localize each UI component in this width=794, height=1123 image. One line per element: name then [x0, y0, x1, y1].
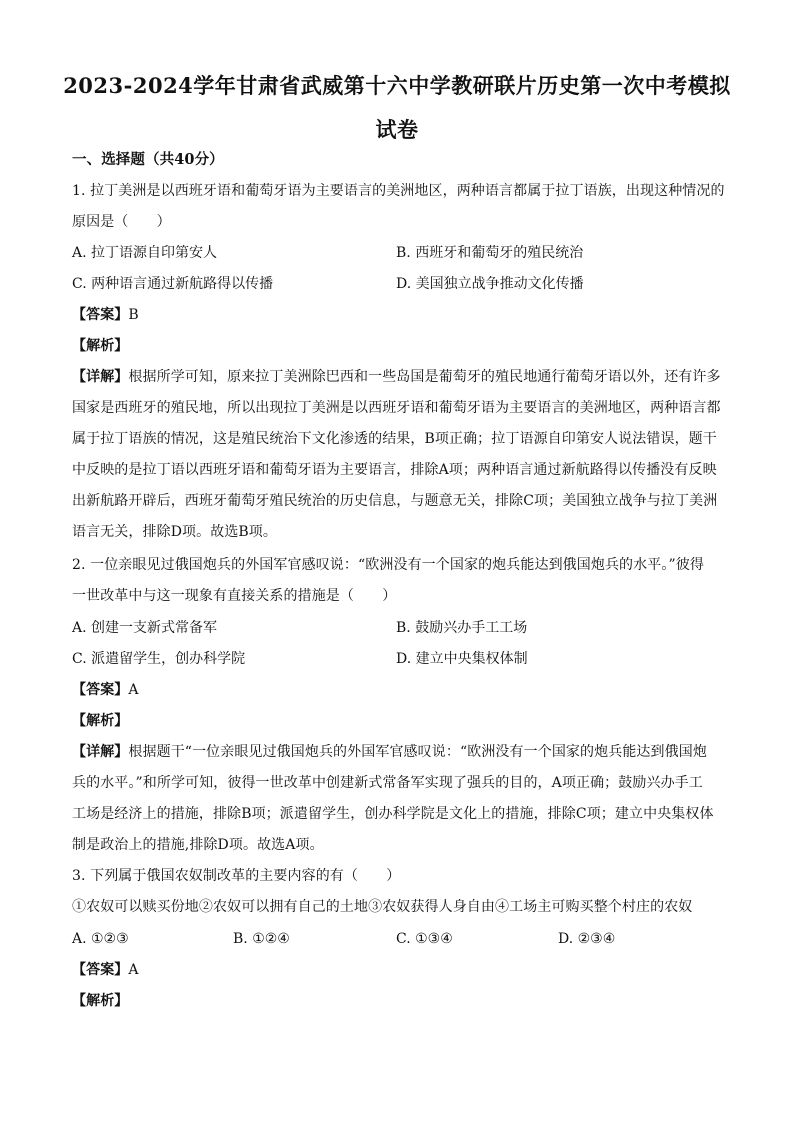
q3-option-a: A. ①②③: [72, 931, 129, 947]
q2-detail-text1: 根据题干“一位亲眼见过俄国炮兵的外国军官感叹说：“欧洲没有一个国家的炮兵能达到俄国炮: [128, 744, 707, 760]
q3-stem-line1: 3. 下列属于俄国农奴制改革的主要内容的有（ ）: [72, 868, 401, 884]
q2-detail-line1: [72, 742, 707, 762]
q2-detail-line4: 制是政治上的措施,排除D项。故选A项。: [72, 837, 324, 853]
q1-detail-line1: [72, 367, 721, 387]
q1-detail-line5: 出新航路开辟后，西班牙葡萄牙殖民统治的历史信息，与题意无关，排除C项；美国独立战争与拉丁美洲: [72, 493, 718, 509]
q3-option-d: D. ②③④: [558, 931, 616, 947]
q3-answer-value: A: [128, 962, 139, 978]
q1-option-c: C. 两种语言通过新航路得以传播: [72, 276, 274, 292]
q1-analysis-label: 【解析】: [72, 338, 129, 354]
q1-stem-line2: 原因是（ ）: [72, 214, 171, 230]
q2-option-b: B. 鼓励兴办手工工场: [396, 620, 528, 636]
q2-stem-line2: 一世改革中与这一现象有直接关系的措施是（ ）: [72, 588, 397, 604]
q2-option-c: C. 派遣留学生，创办科学院: [72, 651, 246, 667]
q1-detail-line2: 国家是西班牙的殖民地，所以出现拉丁美洲是以西班牙语和葡萄牙语为主要语言的美洲地区，两种语言都: [72, 400, 721, 416]
q2-answer-value: A: [128, 682, 139, 698]
q2-option-d: D. 建立中央集权体制: [396, 651, 528, 667]
exam-title-line1: 2023-2024学年甘肃省武威第十六中学教研联片历史第一次中考模拟: [63, 73, 731, 98]
q2-detail-line2: 兵的水平。”和所学可知，彼得一世改革中创建新式常备军实现了强兵的目的，A项正确；鼓励兴办手工: [72, 775, 703, 791]
q1-answer-value: B: [128, 307, 139, 323]
q2-answer-label: 【答案】: [72, 682, 129, 698]
q1-detail-line6: 语言无关，排除D项。故选B项。: [72, 524, 278, 540]
q1-detail-text1: 根据所学可知，原来拉丁美洲除巴西和一些岛国是葡萄牙的殖民地通行葡萄牙语以外，还有许多: [128, 369, 721, 385]
q1-option-b: B. 西班牙和葡萄牙的殖民统治: [396, 245, 584, 261]
q1-answer: [72, 305, 139, 325]
q1-option-d: D. 美国独立战争推动文化传播: [396, 276, 584, 292]
q3-option-c: C. ①③④: [396, 931, 453, 947]
q2-analysis-label: 【解析】: [72, 713, 129, 729]
q1-detail-line3: 属于拉丁语族的情况，这是殖民统治下文化渗透的结果，B项正确；拉丁语源自印第安人说法错误，题干: [72, 431, 717, 447]
q1-detail-label: 【详解】: [72, 369, 129, 385]
q3-answer: [72, 960, 139, 980]
q2-answer: [72, 680, 139, 700]
q1-detail-line4: 中反映的是拉丁语以西班牙语和葡萄牙语为主要语言，排除A项；两种语言通过新航路得以传播没有反映: [72, 462, 717, 478]
q3-option-b: B. ①②④: [233, 931, 290, 947]
section-heading: 一、选择题（共40分）: [72, 151, 224, 168]
q2-detail-line3: 工场是经济上的措施，排除B项；派遣留学生，创办科学院是文化上的措施，排除C项；建立中央集权体: [72, 806, 714, 822]
q3-analysis-label: 【解析】: [72, 993, 129, 1009]
q2-option-a: A. 创建一支新式常备军: [72, 620, 218, 636]
q2-stem-line1: 2. 一位亲眼见过俄国炮兵的外国军官感叹说：“欧洲没有一个国家的炮兵能达到俄国炮兵的水平。”彼得: [72, 557, 704, 573]
q1-option-a: A. 拉丁语源自印第安人: [72, 245, 218, 261]
q1-stem-line1: 1. 拉丁美洲是以西班牙语和葡萄牙语为主要语言的美洲地区，两种语言都属于拉丁语族，出现这种情况的: [72, 183, 725, 199]
exam-title-line2: 试卷: [375, 117, 419, 142]
q3-answer-label: 【答案】: [72, 962, 129, 978]
q1-answer-label: 【答案】: [72, 307, 129, 323]
q2-detail-label: 【详解】: [72, 744, 129, 760]
q3-stem-line2: ①农奴可以赎买份地②农奴可以拥有自己的土地③农奴获得人身自由④工场主可购买整个村庄的农奴: [72, 899, 693, 915]
